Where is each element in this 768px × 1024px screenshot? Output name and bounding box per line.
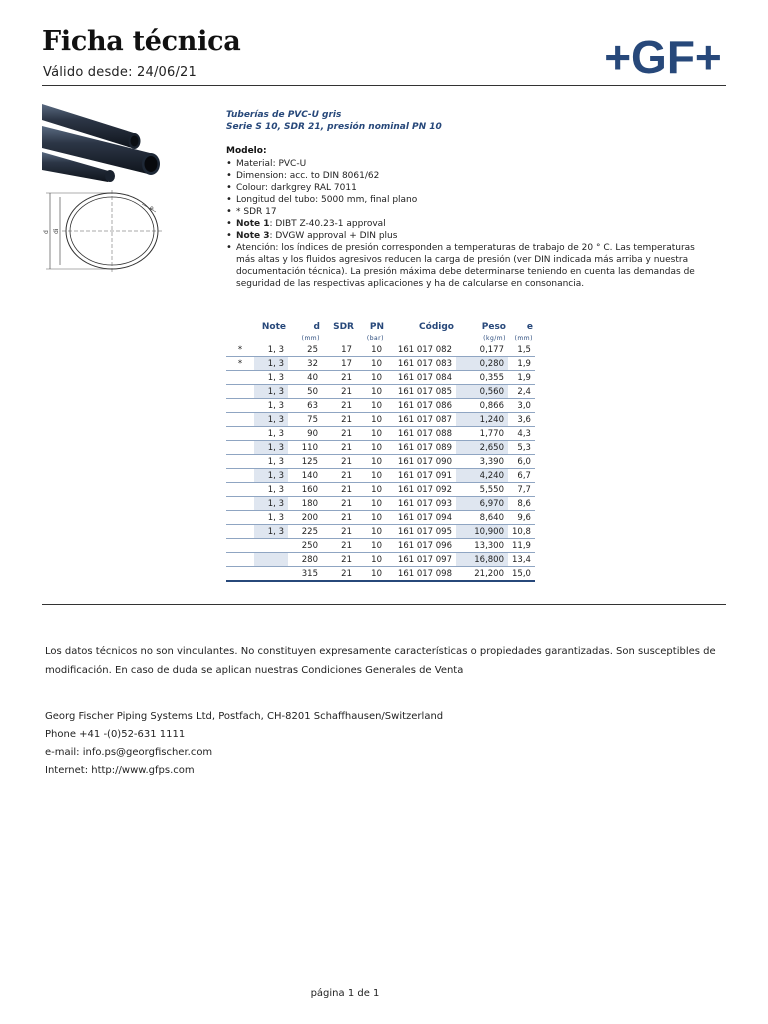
table-row — [226, 413, 535, 427]
row-e: 13,4 — [508, 553, 535, 567]
row-pn: 10 — [356, 525, 386, 539]
row-e: 3,0 — [508, 399, 535, 413]
valid-from-date: Válido desde: 24/06/21 — [43, 65, 197, 80]
table-row — [226, 525, 535, 539]
table-row — [226, 371, 535, 385]
table-row — [226, 539, 535, 553]
row-peso: 3,390 — [456, 455, 508, 469]
row-sdr: 17 — [322, 343, 356, 357]
col-header-e: e — [526, 321, 533, 332]
company-phone: Phone +41 -(0)52-631 1111 — [45, 729, 186, 740]
row-star — [226, 371, 254, 385]
row-sdr: 21 — [322, 539, 356, 553]
row-pn: 10 — [356, 469, 386, 483]
row-star — [226, 539, 254, 553]
table-row — [226, 469, 535, 483]
row-code: 161 017 096 — [386, 539, 456, 553]
pipe-table — [226, 320, 535, 582]
disclaimer-text: Los datos técnicos no son vinculantes. No constituyen expresamente características o propiedades garantizadas. Son susceptibles de modificación. En caso de duda se aplican nuestras Condiciones Generales de Venta — [45, 646, 716, 676]
product-title-line2: Serie S 10, SDR 21, presión nominal PN 10 — [226, 122, 442, 132]
row-pn: 10 — [356, 371, 386, 385]
row-d: 110 — [288, 441, 322, 455]
spec-item-bold: Note 3 — [236, 231, 270, 241]
row-sdr: 21 — [322, 553, 356, 567]
table-units-row — [226, 333, 535, 343]
row-e: 5,3 — [508, 441, 535, 455]
row-peso: 1,770 — [456, 427, 508, 441]
spec-item — [226, 206, 706, 218]
row-peso: 5,550 — [456, 483, 508, 497]
table-row — [226, 399, 535, 413]
row-note: 1, 3 — [254, 511, 288, 525]
row-sdr: 21 — [322, 427, 356, 441]
row-peso: 4,240 — [456, 469, 508, 483]
row-pn: 10 — [356, 539, 386, 553]
unit-pn: (bar) — [366, 334, 384, 342]
row-code: 161 017 089 — [386, 441, 456, 455]
row-d: 32 — [288, 357, 322, 371]
row-note: 1, 3 — [254, 357, 288, 371]
svg-text:e: e — [150, 205, 154, 212]
row-code: 161 017 088 — [386, 427, 456, 441]
table-row — [226, 567, 535, 582]
row-note: 1, 3 — [254, 371, 288, 385]
row-d: 25 — [288, 343, 322, 357]
spec-item-text: Atención: los índices de presión corresponden a temperaturas de trabajo de 20 ° C. Las temperaturas más altas y los fluidos agresivos reducen la carga de presión (ver DIN indicada más arriba y nuestra documentación técnica). La presión máxima debe determinarse teniendo en cuenta las demandas de seguridad de las respectivas aplicaciones y ha de calcularse en consonancia. — [236, 243, 695, 289]
company-contact — [45, 708, 443, 780]
row-peso: 0,866 — [456, 399, 508, 413]
row-star — [226, 399, 254, 413]
row-e: 6,0 — [508, 455, 535, 469]
row-peso: 6,970 — [456, 497, 508, 511]
spec-item — [226, 242, 706, 290]
row-sdr: 21 — [322, 441, 356, 455]
row-star — [226, 553, 254, 567]
unit-sdr — [322, 333, 356, 343]
spec-item-text: Material: PVC-U — [236, 159, 307, 169]
row-note — [254, 539, 288, 553]
row-note: 1, 3 — [254, 385, 288, 399]
table-row — [226, 357, 535, 371]
row-star — [226, 525, 254, 539]
spec-item-text: : DIBT Z-40.23-1 approval — [269, 219, 386, 229]
gf-logo — [594, 36, 732, 78]
table-row — [226, 497, 535, 511]
table-row — [226, 483, 535, 497]
header-divider — [42, 85, 726, 86]
row-e: 11,9 — [508, 539, 535, 553]
row-e: 10,8 — [508, 525, 535, 539]
svg-text:di: di — [53, 228, 60, 234]
unit-code — [386, 333, 456, 343]
row-note: 1, 3 — [254, 399, 288, 413]
table-row — [226, 385, 535, 399]
row-star — [226, 413, 254, 427]
row-star: * — [226, 357, 254, 371]
row-star — [226, 483, 254, 497]
page-title: Ficha técnica — [42, 26, 241, 57]
row-sdr: 21 — [322, 399, 356, 413]
col-header-sdr: SDR — [333, 321, 354, 332]
product-heading — [226, 109, 442, 133]
row-note: 1, 3 — [254, 455, 288, 469]
spec-item-text: Colour: darkgrey RAL 7011 — [236, 183, 357, 193]
row-d: 125 — [288, 455, 322, 469]
spec-item — [226, 182, 706, 194]
row-peso: 8,640 — [456, 511, 508, 525]
product-title-line1: Tuberías de PVC-U gris — [226, 110, 342, 120]
row-sdr: 17 — [322, 357, 356, 371]
row-sdr: 21 — [322, 483, 356, 497]
row-pn: 10 — [356, 567, 386, 582]
row-pn: 10 — [356, 483, 386, 497]
row-star: * — [226, 343, 254, 357]
row-d: 50 — [288, 385, 322, 399]
col-header-code: Código — [419, 321, 454, 332]
row-e: 9,6 — [508, 511, 535, 525]
row-sdr: 21 — [322, 413, 356, 427]
row-e: 1,5 — [508, 343, 535, 357]
row-note — [254, 553, 288, 567]
row-d: 225 — [288, 525, 322, 539]
row-star — [226, 385, 254, 399]
row-e: 2,4 — [508, 385, 535, 399]
row-peso: 10,900 — [456, 525, 508, 539]
row-note: 1, 3 — [254, 427, 288, 441]
row-sdr: 21 — [322, 385, 356, 399]
row-note: 1, 3 — [254, 483, 288, 497]
row-note — [254, 567, 288, 582]
row-peso: 0,280 — [456, 357, 508, 371]
row-star — [226, 567, 254, 582]
row-note: 1, 3 — [254, 343, 288, 357]
spec-item — [226, 230, 706, 242]
row-sdr: 21 — [322, 525, 356, 539]
row-peso: 16,800 — [456, 553, 508, 567]
row-peso: 1,240 — [456, 413, 508, 427]
row-e: 4,3 — [508, 427, 535, 441]
row-pn: 10 — [356, 413, 386, 427]
svg-text:d: d — [43, 230, 50, 234]
page-number: página 1 de 1 — [310, 988, 380, 999]
row-star — [226, 455, 254, 469]
row-note: 1, 3 — [254, 469, 288, 483]
row-code: 161 017 082 — [386, 343, 456, 357]
row-e: 8,6 — [508, 497, 535, 511]
company-email[interactable]: e-mail: info.ps@georgfischer.com — [45, 747, 213, 758]
row-note: 1, 3 — [254, 497, 288, 511]
row-code: 161 017 094 — [386, 511, 456, 525]
logo-text: +GF+ — [604, 36, 722, 78]
spec-item — [226, 158, 706, 170]
row-code: 161 017 095 — [386, 525, 456, 539]
spec-item-text: * SDR 17 — [236, 207, 277, 217]
row-pn: 10 — [356, 399, 386, 413]
row-pn: 10 — [356, 497, 386, 511]
company-website[interactable]: Internet: http://www.gfps.com — [45, 765, 195, 776]
company-address: Georg Fischer Piping Systems Ltd, Postfach, CH-8201 Schaffhausen/Switzerland — [45, 711, 444, 722]
spec-item — [226, 194, 706, 206]
row-d: 160 — [288, 483, 322, 497]
row-pn: 10 — [356, 553, 386, 567]
spec-item — [226, 218, 706, 230]
row-peso: 0,177 — [456, 343, 508, 357]
unit-e: (mm) — [514, 334, 533, 342]
unit-note — [254, 333, 288, 343]
spec-list — [226, 158, 706, 290]
row-code: 161 017 087 — [386, 413, 456, 427]
row-d: 315 — [288, 567, 322, 582]
row-sdr: 21 — [322, 497, 356, 511]
table-row — [226, 427, 535, 441]
row-d: 90 — [288, 427, 322, 441]
row-star — [226, 497, 254, 511]
row-d: 180 — [288, 497, 322, 511]
table-row — [226, 343, 535, 357]
col-header-d: d — [313, 321, 320, 332]
row-pn: 10 — [356, 343, 386, 357]
row-d: 75 — [288, 413, 322, 427]
unit-d: (mm) — [301, 334, 320, 342]
row-sdr: 21 — [322, 511, 356, 525]
row-pn: 10 — [356, 385, 386, 399]
row-d: 250 — [288, 539, 322, 553]
row-d: 200 — [288, 511, 322, 525]
row-code: 161 017 085 — [386, 385, 456, 399]
row-code: 161 017 084 — [386, 371, 456, 385]
table-row — [226, 553, 535, 567]
row-pn: 10 — [356, 357, 386, 371]
col-header-peso: Peso — [481, 321, 506, 332]
row-e: 7,7 — [508, 483, 535, 497]
row-code: 161 017 090 — [386, 455, 456, 469]
model-label: Modelo: — [226, 146, 267, 156]
row-peso: 0,560 — [456, 385, 508, 399]
unit-peso: (kg/m) — [483, 334, 506, 342]
row-e: 3,6 — [508, 413, 535, 427]
row-pn: 10 — [356, 441, 386, 455]
table-row — [226, 455, 535, 469]
row-note: 1, 3 — [254, 441, 288, 455]
spec-item-text: Dimension: acc. to DIN 8061/62 — [236, 171, 380, 181]
row-e: 1,9 — [508, 357, 535, 371]
row-code: 161 017 098 — [386, 567, 456, 582]
row-code: 161 017 091 — [386, 469, 456, 483]
spec-item-text: Longitud del tubo: 5000 mm, final plano — [236, 195, 418, 205]
pipe-cross-section-drawing — [42, 190, 164, 272]
row-pn: 10 — [356, 427, 386, 441]
row-e: 1,9 — [508, 371, 535, 385]
row-code: 161 017 086 — [386, 399, 456, 413]
row-peso: 0,355 — [456, 371, 508, 385]
content-divider — [42, 604, 726, 605]
table-row — [226, 441, 535, 455]
row-code: 161 017 092 — [386, 483, 456, 497]
row-peso: 2,650 — [456, 441, 508, 455]
row-sdr: 21 — [322, 567, 356, 582]
row-e: 6,7 — [508, 469, 535, 483]
row-d: 40 — [288, 371, 322, 385]
col-header-note: Note — [261, 321, 286, 332]
row-code: 161 017 097 — [386, 553, 456, 567]
row-e: 15,0 — [508, 567, 535, 582]
row-note: 1, 3 — [254, 413, 288, 427]
spec-item-bold: Note 1 — [236, 219, 270, 229]
row-d: 280 — [288, 553, 322, 567]
row-star — [226, 427, 254, 441]
row-star — [226, 511, 254, 525]
row-pn: 10 — [356, 511, 386, 525]
col-header-pn: PN — [369, 321, 384, 332]
table-row — [226, 511, 535, 525]
table-header-row — [226, 320, 535, 333]
row-star — [226, 441, 254, 455]
row-pn: 10 — [356, 455, 386, 469]
pipe-photo-image — [42, 104, 162, 182]
row-peso: 21,200 — [456, 567, 508, 582]
row-sdr: 21 — [322, 371, 356, 385]
row-d: 63 — [288, 399, 322, 413]
row-d: 140 — [288, 469, 322, 483]
spec-item-text: : DVGW approval + DIN plus — [269, 231, 398, 241]
row-star — [226, 469, 254, 483]
row-sdr: 21 — [322, 469, 356, 483]
spec-item — [226, 170, 706, 182]
row-code: 161 017 093 — [386, 497, 456, 511]
row-code: 161 017 083 — [386, 357, 456, 371]
row-sdr: 21 — [322, 455, 356, 469]
row-note: 1, 3 — [254, 525, 288, 539]
row-peso: 13,300 — [456, 539, 508, 553]
